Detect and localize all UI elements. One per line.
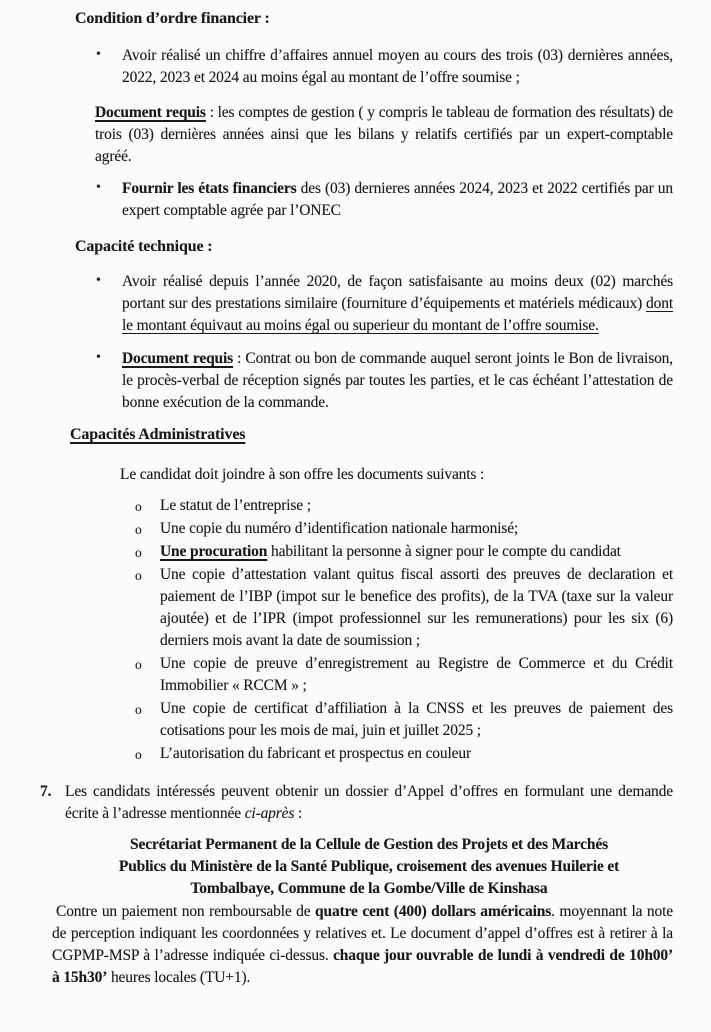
bullet-icon: • xyxy=(96,180,101,195)
list-item-strong-text: Une procuration xyxy=(160,543,268,560)
list-item-text: L’autorisation du fabricant et prospectus en couleur xyxy=(160,745,471,762)
section-heading-financial: Condition d’ordre financier : xyxy=(75,10,270,27)
payment-hours-bold: chaque jour ouvrable de lundi à vendredi de 10h00’ à 15h30’ xyxy=(52,947,673,986)
bullet-item-financial-statements xyxy=(96,178,673,222)
statements-bold-lead: Fournir les états financiers xyxy=(122,180,297,197)
list-item-text: Une copie de preuve d’enregistrement au Registre de Commerce et du Crédit Immobilier « RCCM » ; xyxy=(160,655,673,694)
section-heading-technical: Capacité technique : xyxy=(75,238,213,255)
list-item-cnss xyxy=(135,698,673,742)
circle-bullet-icon: o xyxy=(135,657,142,672)
payment-text-3: heures locales (TU+1). xyxy=(107,969,251,986)
payment-terms-paragraph xyxy=(52,901,673,989)
item-number: 7. xyxy=(40,783,52,800)
list-item-autorisation-fabricant xyxy=(135,743,673,765)
payment-amount-bold: quatre cent (400) dollars américains xyxy=(315,903,552,920)
numbered-item-7 xyxy=(40,781,673,825)
list-item-text: Le statut de l’entreprise ; xyxy=(160,497,311,514)
bullet-item-document-required-technical xyxy=(96,348,673,414)
statements-text: des (03) dernieres années 2024, 2023 et 2022 certifiés par un expert comptable agrée par l’ONEC xyxy=(122,180,673,219)
circle-bullet-icon: o xyxy=(135,747,142,762)
list-item-quitus-fiscal xyxy=(135,564,673,652)
circle-bullet-icon: o xyxy=(135,499,142,514)
administrative-intro-text: Le candidat doit joindre à son offre les documents suivants : xyxy=(120,466,485,483)
circle-bullet-icon: o xyxy=(135,545,142,560)
section-heading-administrative: Capacités Administratives xyxy=(70,426,246,443)
experience-text: Avoir réalisé depuis l’année 2020, de façon satisfaisante au moins deux (02) marchés portant sur des prestations similaire (fourniture d’équipements et matériels médicaux) xyxy=(122,273,673,312)
item7-colon: : xyxy=(294,805,303,822)
address-block xyxy=(65,834,673,900)
payment-text-2: . moyennant la note de perception indiquant les coordonnées y relatives et. Le document d’appel d’offres est à retirer à la CGPMP-MSP à l’adresse indiquée ci-dessus. xyxy=(52,903,673,964)
document-required-label: Document requis xyxy=(95,104,206,121)
circle-bullet-icon: o xyxy=(135,522,142,537)
address-line: Publics du Ministère de la Santé Publique, croisement des avenues Huilerie et xyxy=(118,858,620,875)
document-required-text: : Contrat ou bon de commande auquel seront joints le Bon de livraison, le procès-verbal de réception signés par toutes les parties, et le cas échéant l’attestation de bonne exécution de la commande. xyxy=(122,350,673,411)
list-item-identification xyxy=(135,518,673,540)
bullet-revenue-text: Avoir réalisé un chiffre d’affaires annuel moyen au cours des trois (03) dernières années, 2022, 2023 et 2024 au moins égal au montant de l’offre soumise ; xyxy=(122,47,673,86)
document-required-label: Document requis xyxy=(122,350,234,367)
item7-italic-text: ci-après xyxy=(244,805,295,822)
experience-underlined-text: dont le montant équivaut au moins égal ou superieur du montant de l’offre soumise. xyxy=(122,295,673,334)
circle-bullet-icon: o xyxy=(135,702,142,717)
bullet-item-experience xyxy=(96,271,673,337)
list-item-text: Une copie d’attestation valant quitus fiscal assorti des preuves de declaration et paiement de l’IBP (impot sur le benefice des profits), de la TVA (taxe sur la valeur ajoutée) et de l’IPR (impot professionnel sur les remunerations) pour les six (6) derniers mois avant la date de soumission ; xyxy=(160,566,673,649)
list-item-rccm xyxy=(135,653,673,697)
bullet-icon: • xyxy=(96,273,101,288)
list-item-text: Une copie de certificat d’affiliation à la CNSS et les preuves de paiement des cotisations pour les mois de mai, juin et juillet 2025 ; xyxy=(160,700,673,739)
list-item-text: Une copie du numéro d’identification nationale harmonisé; xyxy=(160,520,519,537)
bullet-icon: • xyxy=(96,47,101,62)
bullet-item-revenue xyxy=(96,45,673,89)
circle-bullet-icon: o xyxy=(135,568,142,583)
payment-text: Contre un paiement non remboursable de xyxy=(56,903,316,920)
list-item-statut xyxy=(135,495,673,517)
bullet-icon: • xyxy=(96,350,101,365)
address-line: Tombalbaye, Commune de la Gombe/Ville de Kinshasa xyxy=(190,880,548,897)
address-line: Secrétariat Permanent de la Cellule de Gestion des Projets et des Marchés xyxy=(130,836,608,853)
list-item-procuration xyxy=(135,541,673,563)
item7-text: Les candidats intéressés peuvent obtenir un dossier d’Appel d’offres en formulant une demande écrite à l’adresse mentionnée xyxy=(65,783,673,822)
document-required-text: : les comptes de gestion ( y compris le tableau de formation des résultats) de trois (03) dernières années ainsi que les bilans y relatifs certifiés par un expert-comptable agréé. xyxy=(95,104,673,165)
administrative-documents-list xyxy=(40,495,673,765)
list-item-text-post: habilitant la personne à signer pour le compte du candidat xyxy=(267,543,621,560)
paragraph-document-required-financial xyxy=(95,102,673,168)
